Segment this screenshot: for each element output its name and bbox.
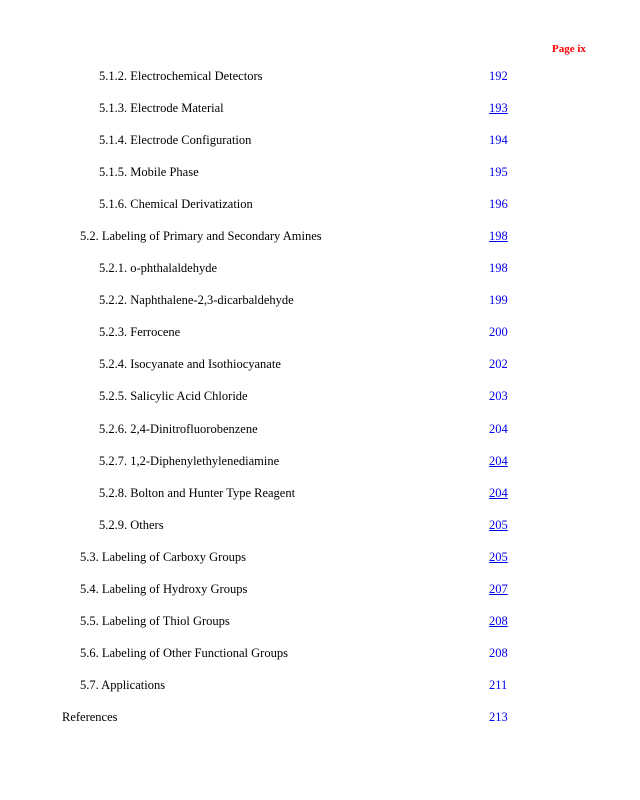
toc-entry xyxy=(0,611,640,631)
toc-page-link[interactable]: 205 xyxy=(489,518,508,532)
toc-entry xyxy=(0,707,640,727)
toc-entry-title: 5.2.9. Others xyxy=(99,518,164,532)
toc-page-link[interactable]: 207 xyxy=(489,582,508,596)
toc-entry xyxy=(0,643,640,663)
toc-entry xyxy=(0,579,640,599)
toc-entry-title: 5.1.3. Electrode Material xyxy=(99,101,224,115)
toc-entry xyxy=(0,130,640,150)
toc-page-link[interactable]: 195 xyxy=(489,165,508,179)
toc-entry xyxy=(0,162,640,182)
toc-page-link[interactable]: 199 xyxy=(489,293,508,307)
toc-page-link[interactable]: 198 xyxy=(489,229,508,243)
toc-entry-title: 5.2.8. Bolton and Hunter Type Reagent xyxy=(99,486,296,500)
toc-entry-title: 5.2.2. Naphthalene-2,3-dicarbaldehyde xyxy=(99,293,294,307)
toc-page-link[interactable]: 204 xyxy=(489,486,508,500)
toc-entry-title: 5.1.4. Electrode Configuration xyxy=(99,133,252,147)
toc-entry-title: 5.1.6. Chemical Derivatization xyxy=(99,197,253,211)
toc-entry xyxy=(0,322,640,342)
toc-entry-title: 5.2.3. Ferrocene xyxy=(99,325,181,339)
toc-entry xyxy=(0,386,640,406)
toc-entry xyxy=(0,419,640,439)
toc-page-link[interactable]: 213 xyxy=(489,710,508,724)
toc-entry-title: 5.7. Applications xyxy=(80,678,166,692)
toc-entry xyxy=(0,354,640,374)
toc-entry-title: 5.1.5. Mobile Phase xyxy=(99,165,199,179)
toc-entry-title: 5.6. Labeling of Other Functional Groups xyxy=(80,646,288,660)
toc-page-link[interactable]: 200 xyxy=(489,325,508,339)
toc-entry-title: 5.2.4. Isocyanate and Isothiocyanate xyxy=(99,357,281,371)
toc-entry xyxy=(0,98,640,118)
toc-entry-title: 5.2.5. Salicylic Acid Chloride xyxy=(99,389,248,403)
toc-entry-title: 5.5. Labeling of Thiol Groups xyxy=(80,614,230,628)
toc-entry-title: 5.2. Labeling of Primary and Secondary Amines xyxy=(80,229,322,243)
toc-entry-title: 5.2.1. o-phthalaldehyde xyxy=(99,261,218,275)
toc-page-link[interactable]: 202 xyxy=(489,357,508,371)
toc-entry xyxy=(0,290,640,310)
toc-entry xyxy=(0,226,640,246)
toc-entry-title: 5.1.2. Electrochemical Detectors xyxy=(99,69,263,83)
toc-page-link[interactable]: 204 xyxy=(489,422,508,436)
toc-entry xyxy=(0,675,640,695)
toc-page-link[interactable]: 196 xyxy=(489,197,508,211)
toc-page-link[interactable]: 205 xyxy=(489,550,508,564)
toc-page-link[interactable]: 203 xyxy=(489,389,508,403)
toc-entry-title: 5.3. Labeling of Carboxy Groups xyxy=(80,550,246,564)
toc-entry-title: References xyxy=(62,710,118,724)
toc-page-link[interactable]: 208 xyxy=(489,614,508,628)
toc-entry xyxy=(0,483,640,503)
toc-page-link[interactable]: 198 xyxy=(489,261,508,275)
toc-page-link[interactable]: 208 xyxy=(489,646,508,660)
toc-page-link[interactable]: 204 xyxy=(489,454,508,468)
toc-page-link[interactable]: 211 xyxy=(489,678,508,692)
toc-entry xyxy=(0,515,640,535)
toc-page-link[interactable]: 193 xyxy=(489,101,508,115)
toc-entry xyxy=(0,258,640,278)
toc-entry xyxy=(0,547,640,567)
toc-entry xyxy=(0,451,640,471)
toc-page-link[interactable]: 192 xyxy=(489,69,508,83)
toc-entry xyxy=(0,194,640,214)
page-number-label: Page ix xyxy=(552,43,586,55)
toc-entry-title: 5.2.6. 2,4-Dinitrofluorobenzene xyxy=(99,422,258,436)
toc-entry-title: 5.2.7. 1,2-Diphenylethylenediamine xyxy=(99,454,280,468)
toc-entry xyxy=(0,66,640,86)
toc-page-link[interactable]: 194 xyxy=(489,133,508,147)
toc-entry-title: 5.4. Labeling of Hydroxy Groups xyxy=(80,582,248,596)
